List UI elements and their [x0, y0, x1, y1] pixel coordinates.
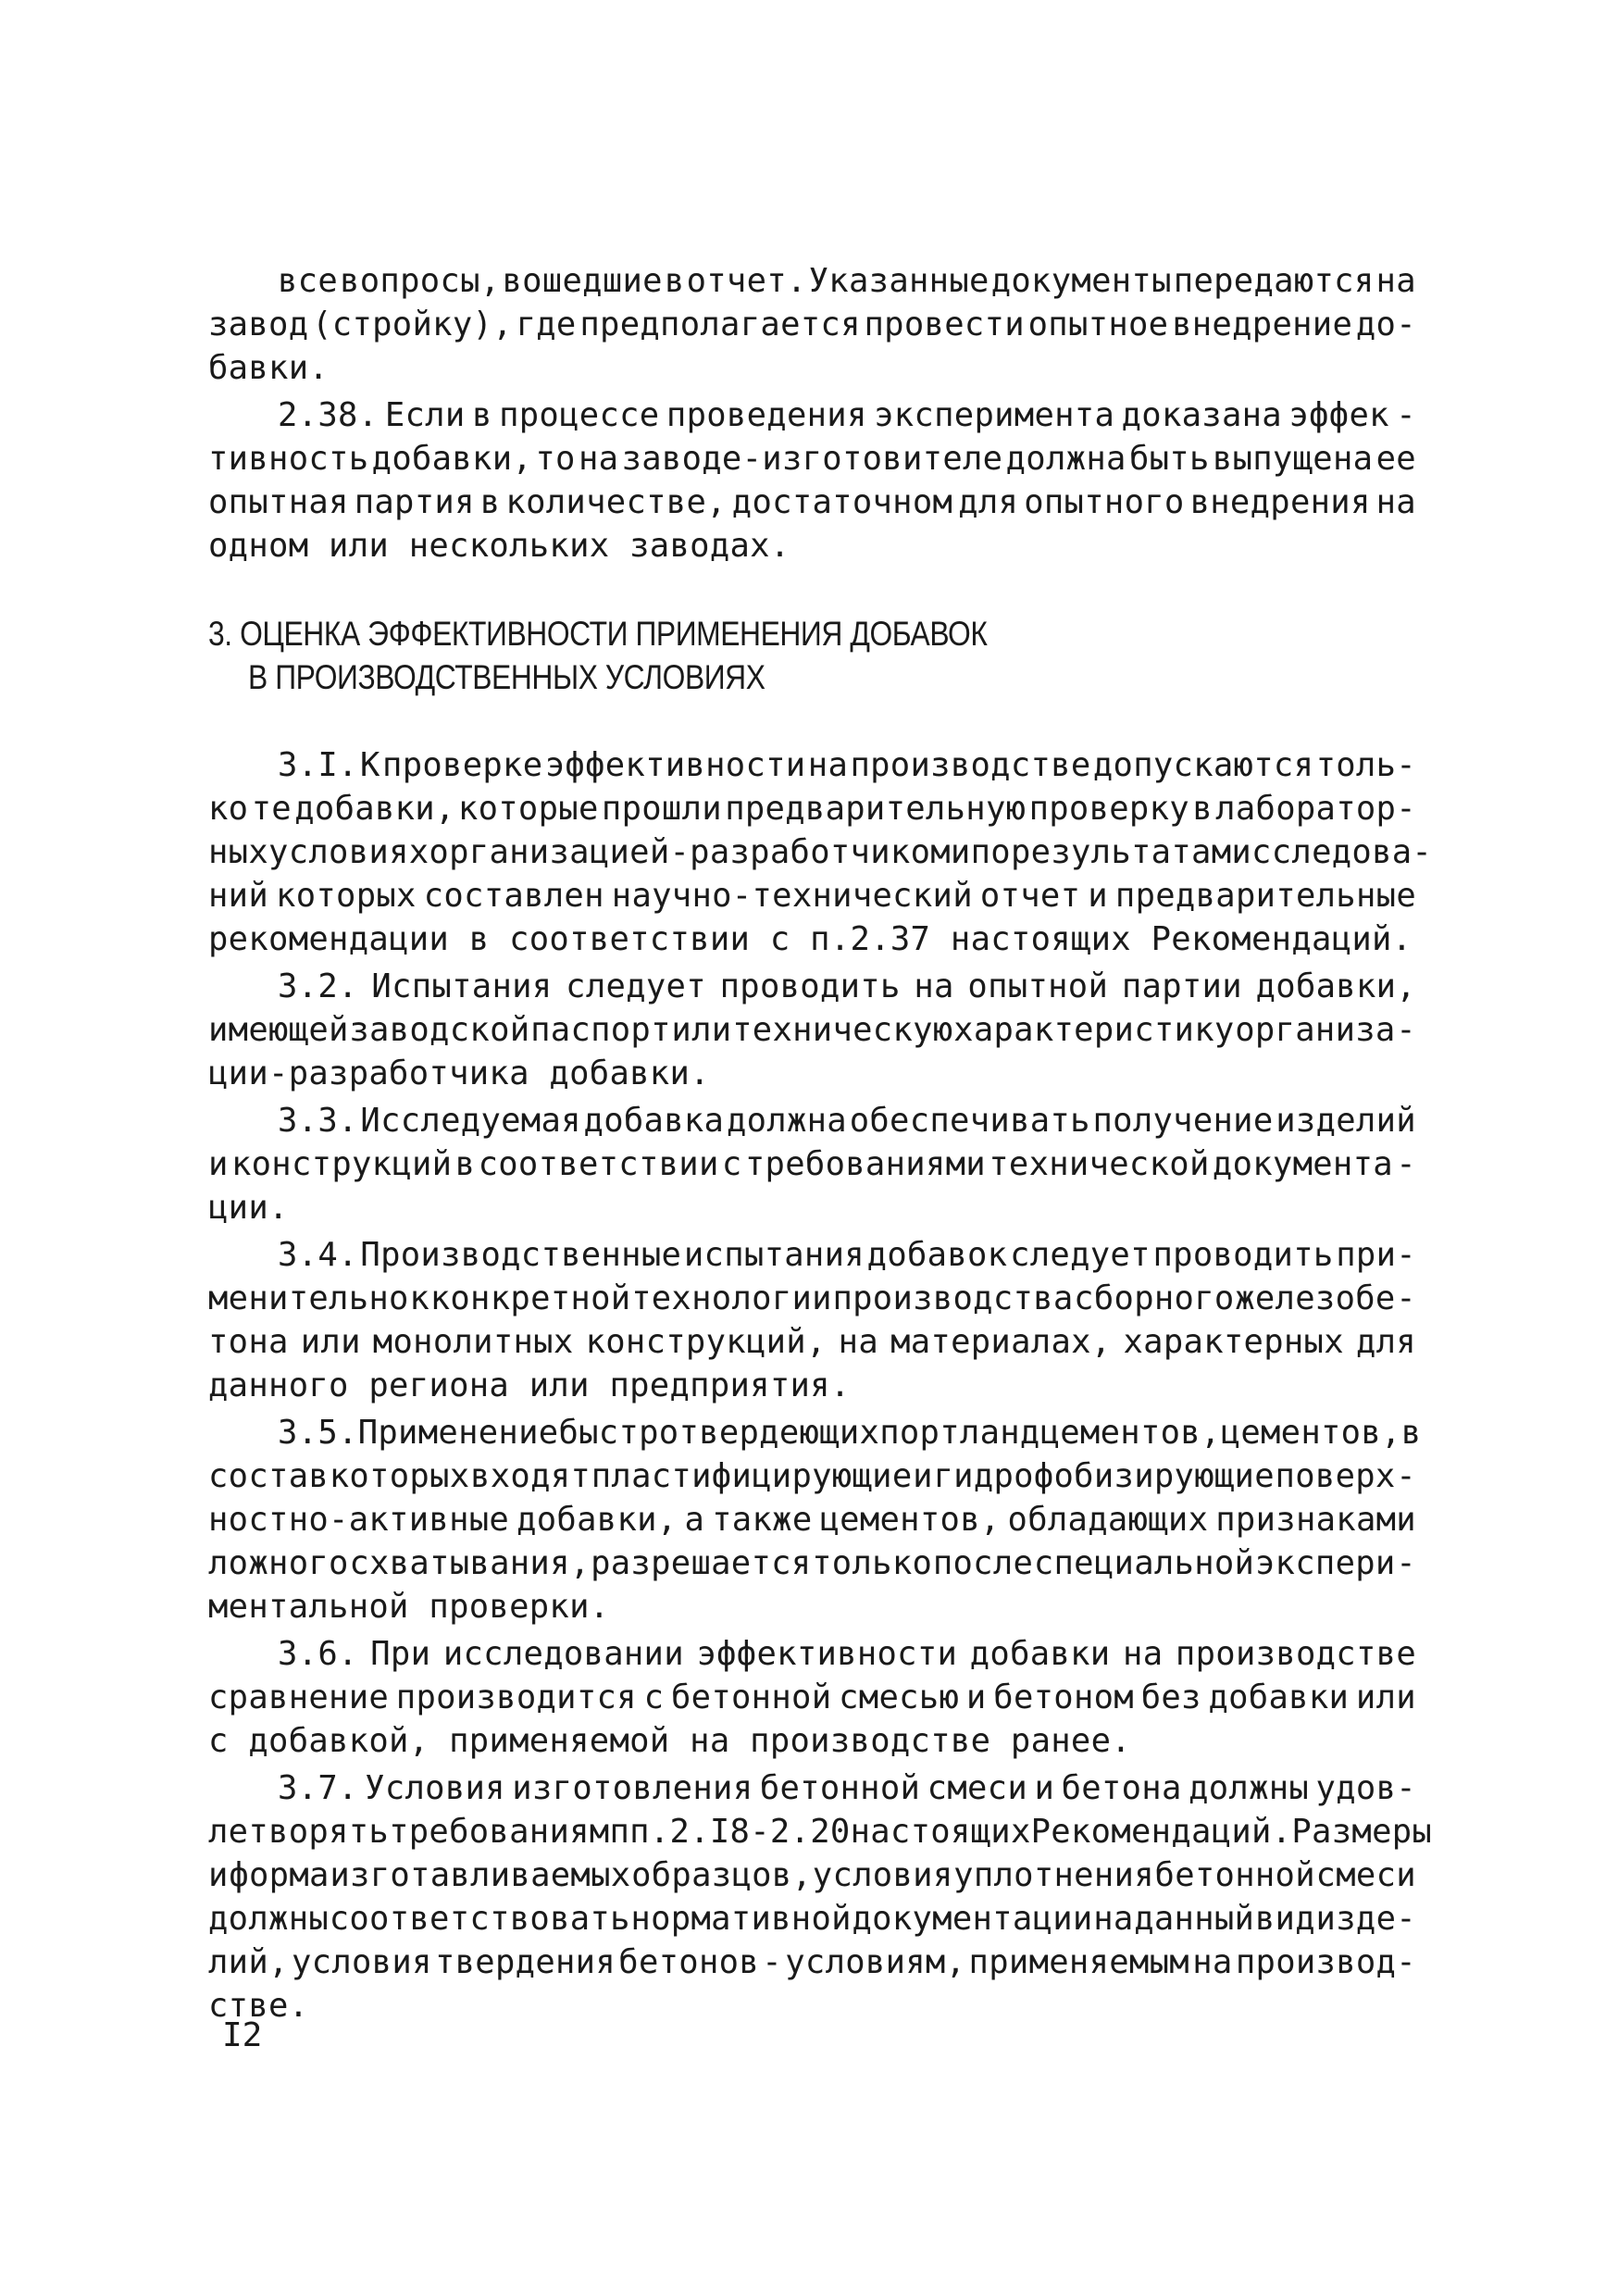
text-line: лий, условия твердения бетонов - условиям, применяемым на производ- [208, 1943, 1416, 1981]
paragraph [208, 1233, 1416, 1407]
section-heading-line-2: В ПРОИЗВОДСТВЕННЫХ УСЛОВИЯХ [248, 658, 765, 696]
paragraph [208, 1632, 1416, 1763]
text-line: ностно-активные добавки, а также цементов, обладающих признаками [208, 1501, 1416, 1539]
text-line: ко те добавки, которые прошли предварительную проверку в лаборатор- [208, 790, 1416, 828]
document-page [208, 259, 1433, 2028]
text-line: менительно к конкретной технологии производства сборного железобе - [208, 1279, 1416, 1317]
paragraph [208, 743, 1433, 961]
paragraph [208, 393, 1416, 568]
text-line: с добавкой, применяемой на производстве ранее. [208, 1722, 1131, 1760]
paragraph [208, 259, 1416, 390]
text-line: завод (стройку), где предполагается провести опытное внедрение до- [208, 306, 1416, 343]
text-line: и форма изготавливаемых образцов, условия уплотнения бетонной смеси [208, 1856, 1416, 1894]
text-line: одном или нескольких заводах. [208, 527, 790, 565]
paragraph [208, 1099, 1416, 1229]
text-line: летворять требованиям пп. 2.I8-2.20 настоящих Рекомендаций. Размеры [208, 1813, 1433, 1851]
section-heading-line-1: 3. ОЦЕНКА ЭФФЕКТИВНОСТИ ПРИМЕНЕНИЯ ДОБАВОК [208, 615, 988, 653]
text-line: 3.7. Условия изготовления бетонной смеси и бетона должны удов- [278, 1769, 1416, 1807]
text-line: 3.4. Производственные испытания добавок следует проводить при- [278, 1236, 1416, 1274]
text-line: опытная партия в количестве, достаточном для опытного внедрения на [208, 483, 1416, 521]
text-line: 3.I. К проверке эффективности на производстве допускаются толь- [278, 746, 1416, 784]
text-line: ментальной проверки. [208, 1588, 610, 1626]
text-line: 2.38. Если в процессе проведения эксперимента доказана эффек - [278, 396, 1416, 434]
text-line: тона или монолитных конструкций, на материалах, характерных для [208, 1323, 1416, 1361]
page-number: I2 [222, 2016, 263, 2054]
text-line: тивность добавки, то на заводе-изготовителе должна быть выпущена ее [208, 440, 1416, 478]
text-line: состав которых входят пластифицирующие и гидрофобизирующие поверх - [208, 1457, 1416, 1495]
text-line: имеющей заводской паспорт или техническую характеристику организа - [208, 1011, 1416, 1049]
paragraph [208, 1411, 1422, 1628]
text-line: 3.5. Применение быстротвердеющих портландцементов, цементов, в [278, 1414, 1422, 1452]
text-line: 3.2. Испытания следует проводить на опытной партии добавки, [278, 967, 1416, 1005]
text-line: ции-разработчика добавки. [208, 1054, 710, 1092]
paragraph [208, 1766, 1433, 2028]
section-paragraphs [208, 743, 1433, 2028]
text-line: бавки. [208, 349, 330, 387]
text-line: ний которых составлен научно-технический отчет и предварительные [208, 877, 1416, 915]
paragraph [208, 965, 1416, 1095]
section-heading [208, 612, 1416, 699]
text-line: ных условиях организацией-разработчиком и по результатам исследова- [208, 833, 1433, 871]
text-line: данного региона или предприятия. [208, 1366, 851, 1404]
text-line: сравнение производится с бетонной смесью и бетоном без добавки или [208, 1678, 1416, 1716]
text-line: и конструкций в соответствии с требованиями технической документа - [208, 1145, 1416, 1183]
text-line: 3.3. Исследуемая добавка должна обеспечивать получение изделий [278, 1102, 1416, 1140]
text-line: должны соответствовать нормативной документации на данный вид изде- [208, 1900, 1416, 1938]
text-line: 3.6. При исследовании эффективности добавки на производстве [278, 1635, 1416, 1673]
text-line: ции. [208, 1189, 289, 1227]
text-line: стве. [208, 1987, 309, 2025]
text-line: все вопросы, вошедшие в отчет. Указанные документы передаются на [278, 262, 1416, 300]
top-paragraphs [208, 259, 1416, 568]
text-line: ложного схватывания, разрешается только после специальной экспери - [208, 1544, 1416, 1582]
text-line: рекомендации в соответствии с п.2.37 настоящих Рекомендаций. [208, 920, 1413, 958]
